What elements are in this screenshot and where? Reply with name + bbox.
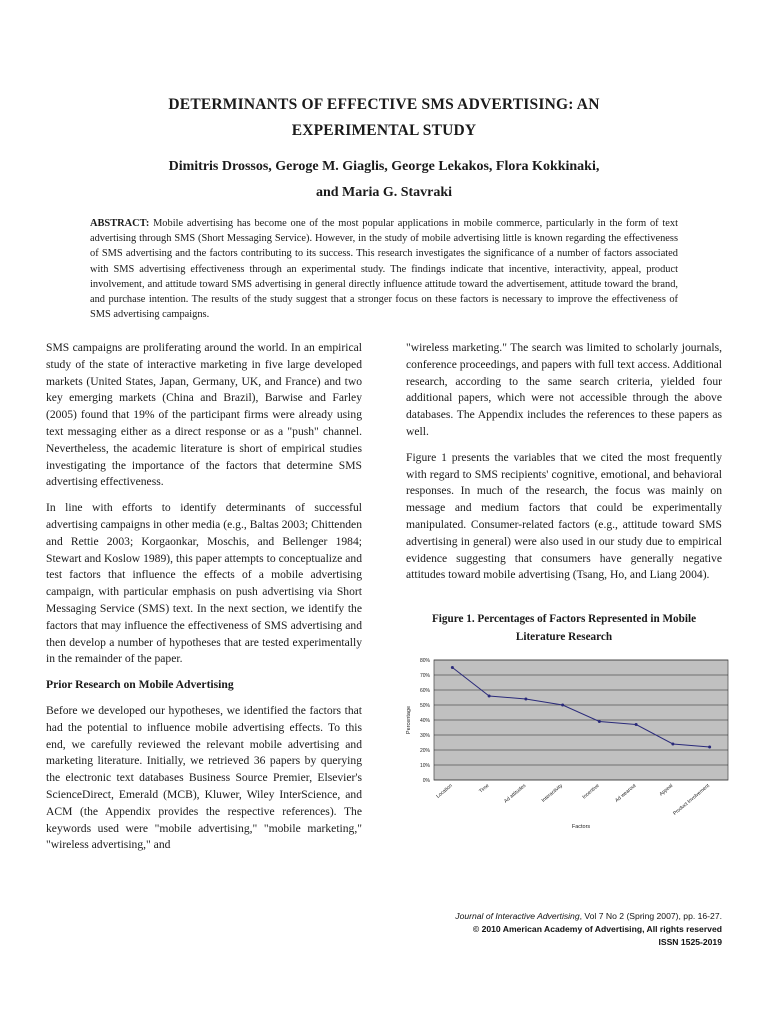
title-line-1: DETERMINANTS OF EFFECTIVE SMS ADVERTISING: AN <box>168 96 600 113</box>
footer-journal-name: Journal of Interactive Advertising <box>455 911 580 921</box>
data-point <box>598 720 601 723</box>
y-axis-label: Percentage <box>406 705 412 735</box>
y-tick-label: 10% <box>419 763 430 769</box>
footer-copyright: © 2010 American Academy of Advertising, All rights reserved <box>472 924 722 934</box>
authors-line-1: Dimitris Drossos, Geroge M. Giaglis, George Lekakos, Flora Kokkinaki, <box>168 159 600 174</box>
chart-svg <box>396 652 736 836</box>
data-point <box>561 704 564 707</box>
x-tick-label: Product Involvement <box>672 782 711 817</box>
data-point <box>671 743 674 746</box>
x-tick-label: Appeal <box>658 782 675 798</box>
y-tick-label: 30% <box>419 733 430 739</box>
x-tick-label: Time <box>478 782 491 795</box>
title-line-2: EXPERIMENTAL STUDY <box>291 122 477 139</box>
right-column <box>406 340 722 593</box>
y-tick-label: 50% <box>419 703 430 709</box>
x-tick-label: Ad wearout <box>614 782 638 804</box>
data-point <box>524 698 527 701</box>
data-point <box>451 666 454 669</box>
left-column <box>46 340 362 863</box>
paper-title <box>100 92 668 144</box>
page-footer <box>455 910 722 949</box>
abstract <box>90 216 678 322</box>
data-point <box>488 695 491 698</box>
y-tick-label: 0% <box>422 778 430 784</box>
section-heading: Prior Research on Mobile Advertising <box>46 678 234 692</box>
x-tick-label: Interactivity <box>540 782 564 804</box>
x-tick-label: Incentive <box>581 782 601 801</box>
figure-caption-line-2: Literature Research <box>515 631 613 643</box>
body-paragraph: Before we developed our hypotheses, we identified the factors that had the potential to influence mobile advertising effects. To this end, we carefully reviewed the relevant mobile advertising and marketing literature. Initially, we retrieved 36 papers by querying the electronic text databases Business Source Premier, Elsevier's ScienceDirect, Emerald (MCB), Kluwer, Wiley InterScience, and ACM (the Appendix provides the respective references). The keywords used were "mobile advertising," "mobile marketing," "wireless advertising," and <box>46 703 362 852</box>
y-tick-label: 70% <box>419 673 430 679</box>
footer-volume: , Vol 7 No 2 (Spring 2007), pp. 16-27. <box>579 911 722 921</box>
factors-line-chart <box>396 652 736 836</box>
footer-issn: ISSN 1525-2019 <box>658 937 722 947</box>
abstract-label: ABSTRACT: <box>90 218 150 229</box>
data-point <box>635 723 638 726</box>
y-tick-label: 40% <box>419 718 430 724</box>
authors-line-2: and Maria G. Stavraki <box>315 185 453 200</box>
body-paragraph: "wireless marketing." The search was limited to scholarly journals, conference proceedings, and papers with full text access. Additional research, according to the same search criteria, yielded four additional papers, which were not accessible through the above databases. The Appendix includes the references to these papers as well. <box>406 341 722 438</box>
footer-citation <box>455 910 722 923</box>
x-tick-label: Location <box>435 782 454 800</box>
y-tick-label: 20% <box>419 748 430 754</box>
author-list <box>100 154 668 206</box>
figure-caption-line-1: Figure 1. Percentages of Factors Represented in Mobile <box>431 613 697 625</box>
y-tick-label: 60% <box>419 688 430 694</box>
x-axis-label: Factors <box>571 824 591 830</box>
x-tick-label: Ad attitudes <box>503 782 528 805</box>
data-point <box>708 746 711 749</box>
y-tick-label: 80% <box>419 658 430 664</box>
body-paragraph: In line with efforts to identify determinants of successful advertising campaigns in other media (e.g., Baltas 2003; Chittenden and Rettie 2003; Korgaonkar, Moschis, and Bellenger 1984; Stewart and Koslow 1989), this paper attempts to conceptualize and test factors that influence the effects of a mobile advertising campaign, with particular emphasis on push advertising via Short Messaging Service (SMS) text. In the next section, we identify the factors that may influence the effectiveness of SMS advertising and then develop a number of hypotheses that are tested experimentally in the remainder of the paper. <box>46 501 362 666</box>
abstract-text: Mobile advertising has become one of the most popular applications in mobile commerce, particularly in the form of text advertising through SMS (Short Messaging Service). However, in the study of mobile advertising little is known regarding the effectiveness of SMS advertising and the factors contributing to its success. This research investigates the significance of a number of factors associated with SMS advertising effectiveness through an experimental study. The findings indicate that incentive, interactivity, appeal, product involvement, and attitude toward SMS advertising in general directly influence attitude toward the advertisement, attitude toward the brand, and purchase intention. The results of the study suggest that a stronger focus on these factors is necessary to improve the effectiveness of SMS advertising campaigns. <box>90 218 678 321</box>
figure-caption <box>406 610 722 646</box>
body-paragraph: Figure 1 presents the variables that we cited the most frequently with regard to SMS recipients' cognitive, emotional, and behavioral responses. In much of the research, the focus was mainly on message and medium factors that could be experimentally manipulated. Consumer-related factors (e.g., attitude toward SMS advertising in general) were also used in our study due to empirical evidence suggesting that consumers have generally negative attitudes toward mobile advertising (Tsang, Ho, and Liang 2004). <box>406 450 722 582</box>
body-paragraph: SMS campaigns are proliferating around the world. In an empirical study of the state of interactive marketing in five large developed markets (United States, Japan, Germany, UK, and France) and two key emerging markets (China and Brazil), Barwise and Farley (2005) found that 19% of the participant firms were already using text messaging either as a direct response or as a "push" channel. Nevertheless, the academic literature is short of empirical studies investigating the importance of the factors that determine SMS advertising effectiveness. <box>46 341 362 489</box>
